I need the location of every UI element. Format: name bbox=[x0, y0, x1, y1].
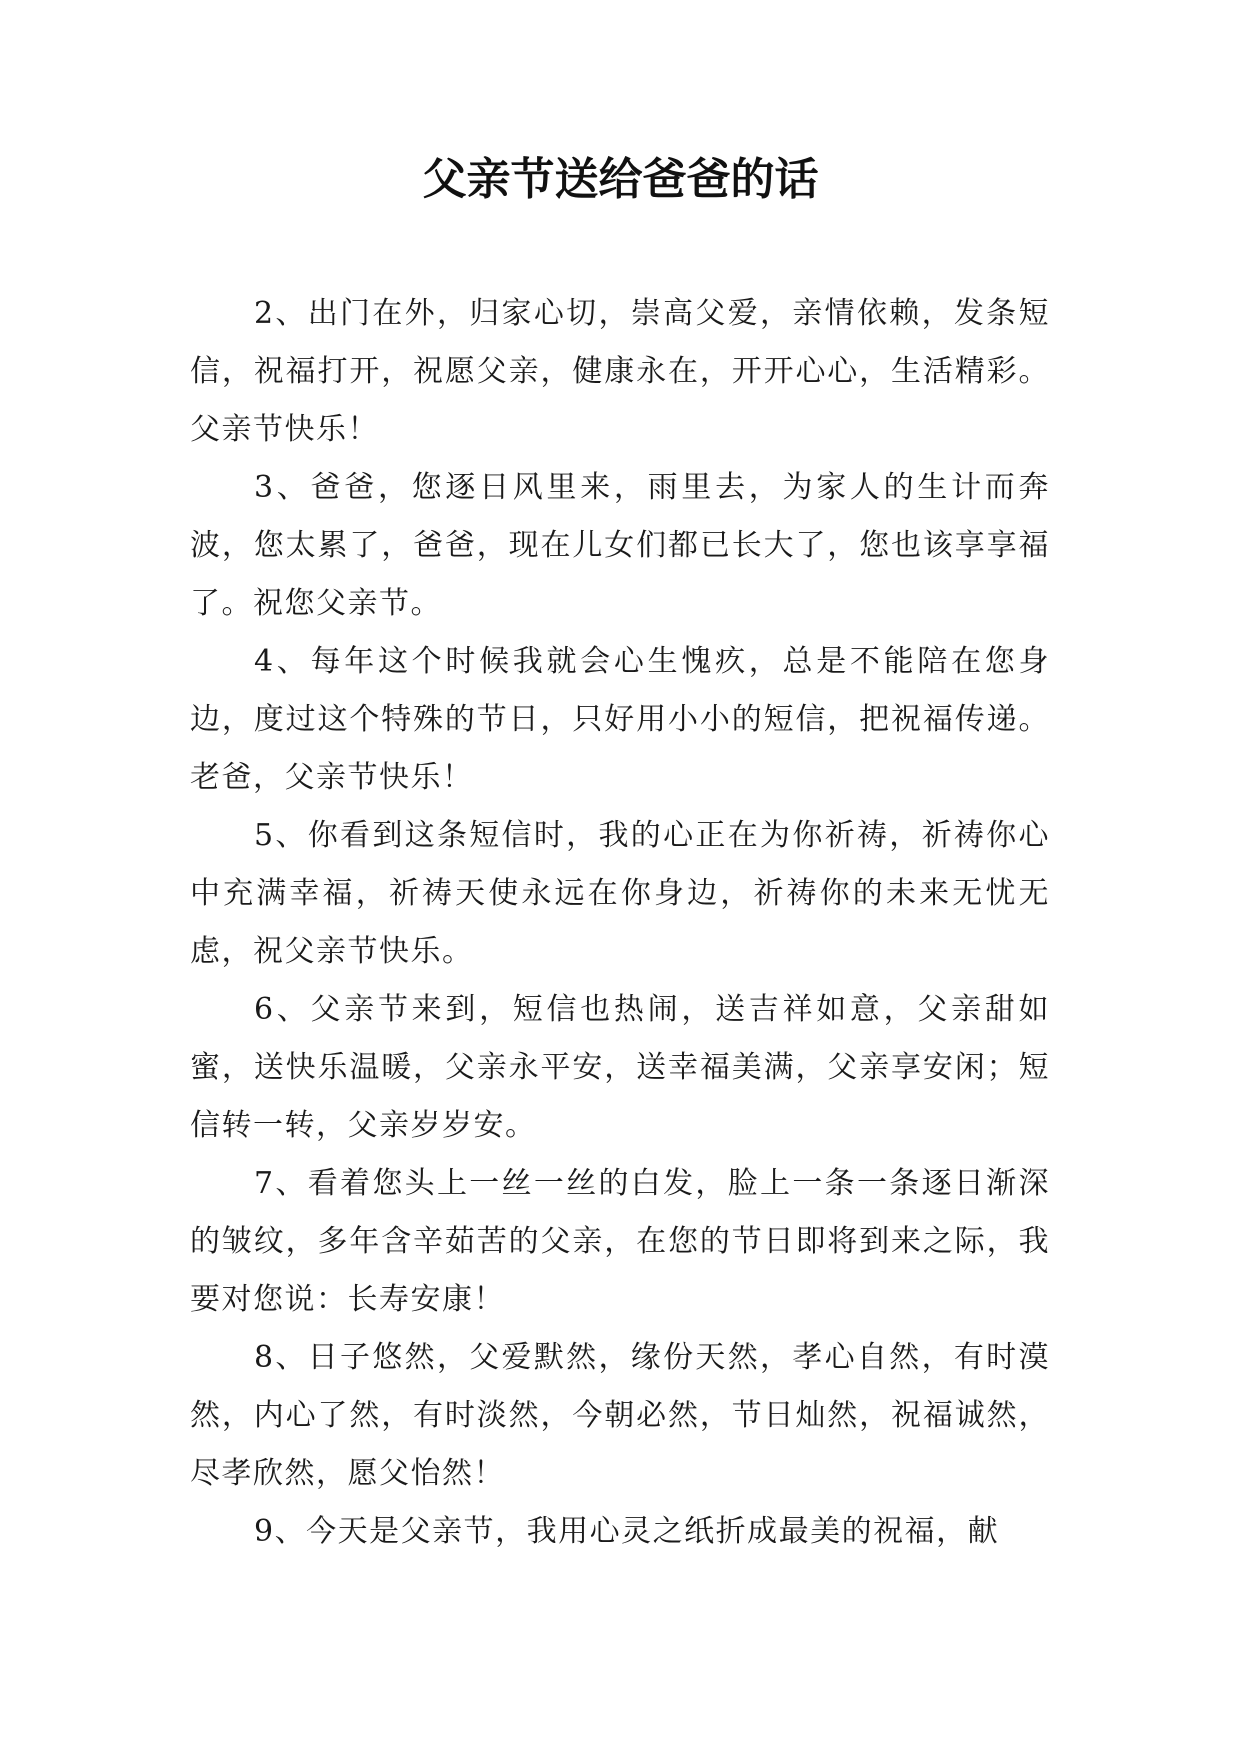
paragraph-5: 6、父亲节来到，短信也热闹，送吉祥如意，父亲甜如蜜，送快乐温暖，父亲永平安，送幸福美满，父亲享安闲；短信转一转，父亲岁岁安。 bbox=[190, 992, 1050, 1143]
document-title: 父亲节送给爸爸的话 bbox=[422, 154, 819, 205]
paragraph-3: 4、每年这个时候我就会心生愧疚，总是不能陪在您身边，度过这个特殊的节日，只好用小小的短信，把祝福传递。老爸，父亲节快乐！ bbox=[190, 644, 1050, 795]
paragraph-2: 3、爸爸，您逐日风里来，雨里去，为家人的生计而奔波，您太累了，爸爸，现在儿女们都已长大了，您也该享享福了。祝您父亲节。 bbox=[190, 470, 1050, 621]
paragraph-1: 2、出门在外，归家心切，崇高父爱，亲情依赖，发条短信，祝福打开，祝愿父亲，健康永在，开开心心，生活精彩。父亲节快乐！ bbox=[190, 296, 1050, 447]
paragraph-4: 5、你看到这条短信时，我的心正在为你祈祷，祈祷你心中充满幸福，祈祷天使永远在你身边，祈祷你的未来无忧无虑，祝父亲节快乐。 bbox=[190, 818, 1050, 969]
paragraph-7: 8、日子悠然，父爱默然，缘份天然，孝心自然，有时漠然，内心了然，有时淡然，今朝必然，节日灿然，祝福诚然，尽孝欣然，愿父怡然！ bbox=[190, 1340, 1050, 1491]
document-body bbox=[190, 285, 1050, 1561]
paragraph-6: 7、看着您头上一丝一丝的白发，脸上一条一条逐日渐深的皱纹，多年含辛茹苦的父亲，在您的节日即将到来之际，我要对您说：长寿安康！ bbox=[190, 1166, 1050, 1317]
paragraph-8: 9、今天是父亲节，我用心灵之纸折成最美的祝福，献 bbox=[254, 1514, 1000, 1549]
